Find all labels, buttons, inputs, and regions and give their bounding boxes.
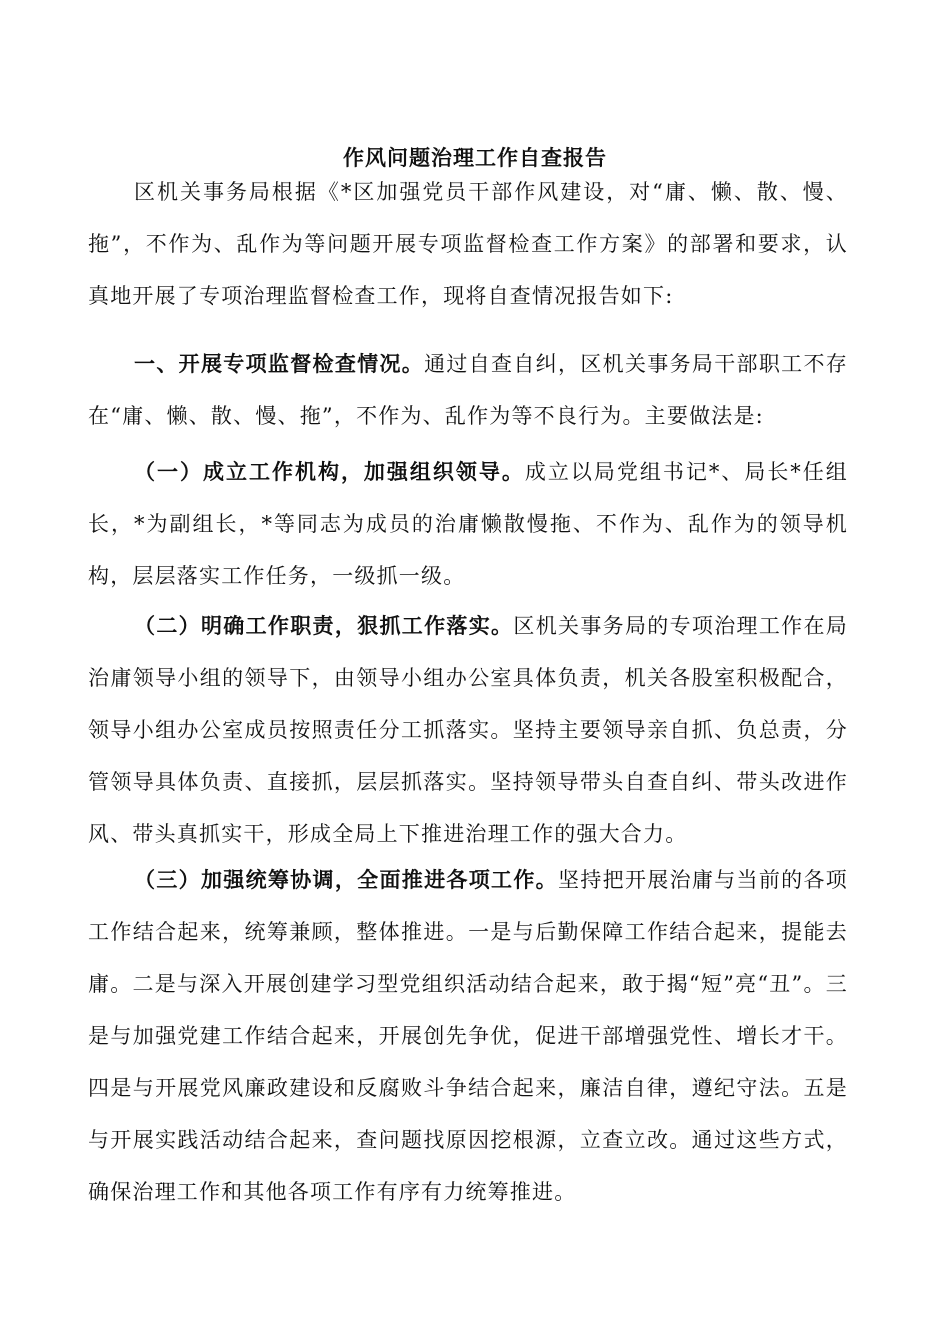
paragraph-text: 区机关事务局根据《*区加强党员干部作风建设，对“庸、懒、散、慢、拖”，不作为、乱作为等问题开展专项监督检查工作方案》的部署和要求，认真地开展了专项治理监督检查工作，现将自查情况报告如下: (88, 180, 848, 308)
paragraph-text: 成立以局党组书记*、局长*任组长，*为副组长，*等同志为成员的治庸懒散慢拖、不作为、乱作为的领导机构，层层落实工作任务，一级抓一级。 (88, 460, 848, 588)
paragraph-subsection-2 (88, 600, 848, 860)
subsection-heading: （三）加强统筹协调，全面推进各项工作。 (134, 868, 558, 892)
paragraph-intro (88, 166, 848, 322)
paragraph-text: 通过自查自纠，区机关事务局干部职工不存在“庸、懒、散、慢、拖”，不作为、乱作为等不良行为。主要做法是: (88, 352, 848, 428)
paragraph-text: 坚持把开展治庸与当前的各项工作结合起来，统筹兼顾，整体推进。一是与后勤保障工作结合起来，提能去庸。二是与深入开展创建学习型党组织活动结合起来，敢于揭“短”亮“丑”。三是与加强党建工作结合起来，开展创先争优，促进干部增强党性、增长才干。四是与开展党风廉政建设和反腐败斗争结合起来，廉洁自律，遵纪守法。五是与开展实践活动结合起来，查问题找原因挖根源，立查立改。通过这些方式，确保治理工作和其他各项工作有序有力统筹推进。 (88, 868, 848, 1204)
paragraph-section-1 (88, 338, 848, 442)
subsection-heading: （二）明确工作职责，狠抓工作落实。 (134, 614, 514, 638)
paragraph-subsection-1 (88, 446, 848, 602)
section-heading: 一、开展专项监督检查情况。 (134, 352, 425, 376)
paragraph-subsection-3 (88, 854, 848, 1218)
document-title: 作风问题治理工作自查报告 (343, 146, 607, 170)
subsection-heading: （一）成立工作机构，加强组织领导。 (134, 460, 525, 484)
paragraph-text: 区机关事务局的专项治理工作在局治庸领导小组的领导下，由领导小组办公室具体负责，机关各股室积极配合，领导小组办公室成员按照责任分工抓落实。坚持主要领导亲自抓、负总责，分管领导具体负责、直接抓，层层抓落实。坚持领导带头自查自纠、带头改进作风、带头真抓实干，形成全局上下推进治理工作的强大合力。 (88, 614, 848, 846)
